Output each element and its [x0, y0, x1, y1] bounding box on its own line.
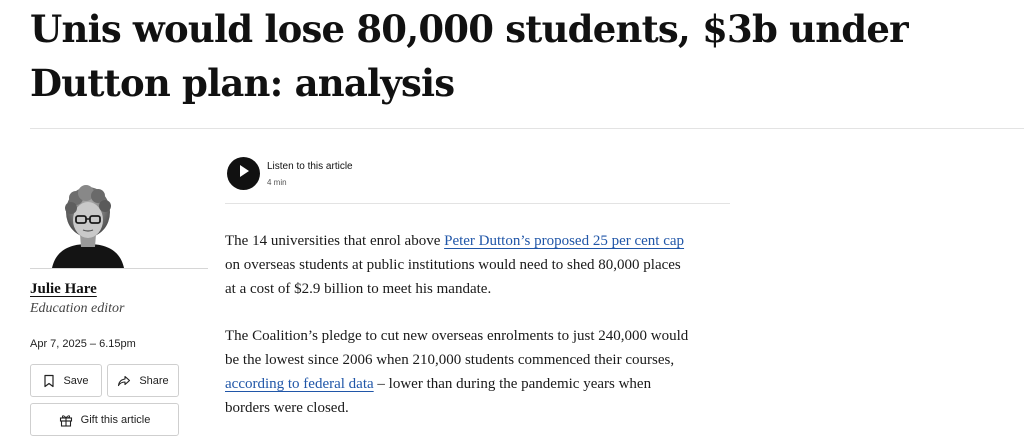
- p2-text: The Coalition’s pledge to cut new overseas enrolments to just 240,000 would: [225, 328, 689, 344]
- listen-label: Listen to this article: [267, 161, 353, 172]
- dutton-cap-link[interactable]: Peter Dutton’s proposed 25 per cent cap: [444, 233, 685, 249]
- header-divider: [30, 128, 1024, 129]
- share-label: Share: [139, 374, 169, 387]
- p2-text: borders were closed.: [225, 400, 349, 416]
- listen-divider: [225, 203, 730, 204]
- author-role: Education editor: [30, 301, 125, 316]
- author-avatar: [48, 184, 128, 268]
- p2-text: – lower than during the pandemic years when: [373, 376, 652, 392]
- body-paragraph-1: [225, 229, 735, 301]
- bookmark-icon: [43, 374, 55, 388]
- p1-text: at a cost of $2.9 billion to meet his mandate.: [225, 281, 492, 297]
- p1-text: The 14 universities that enrol above: [225, 233, 445, 249]
- share-arrow-icon: [117, 375, 131, 387]
- share-button[interactable]: [107, 364, 179, 397]
- gift-article-button[interactable]: [30, 403, 179, 436]
- play-icon: [238, 164, 250, 183]
- listen-play-button[interactable]: [227, 157, 260, 190]
- publish-date: Apr 7, 2025 – 6.15pm: [30, 338, 136, 350]
- gift-icon: [59, 413, 73, 427]
- author-divider: [30, 268, 208, 269]
- author-name-link[interactable]: Julie Hare: [30, 281, 97, 297]
- save-button[interactable]: [30, 364, 102, 397]
- body-paragraph-2: [225, 324, 735, 420]
- save-label: Save: [63, 374, 89, 387]
- federal-data-link[interactable]: according to federal data: [225, 376, 374, 392]
- p1-text: on overseas students at public institutions would need to shed 80,000 places: [225, 257, 681, 273]
- listen-duration: 4 min: [267, 178, 287, 187]
- article-headline: Unis would lose 80,000 students, $3b under Dutton plan: analysis: [30, 7, 908, 105]
- gift-label: Gift this article: [80, 413, 151, 426]
- p2-text: be the lowest since 2006 when 210,000 students commenced their courses,: [225, 352, 675, 368]
